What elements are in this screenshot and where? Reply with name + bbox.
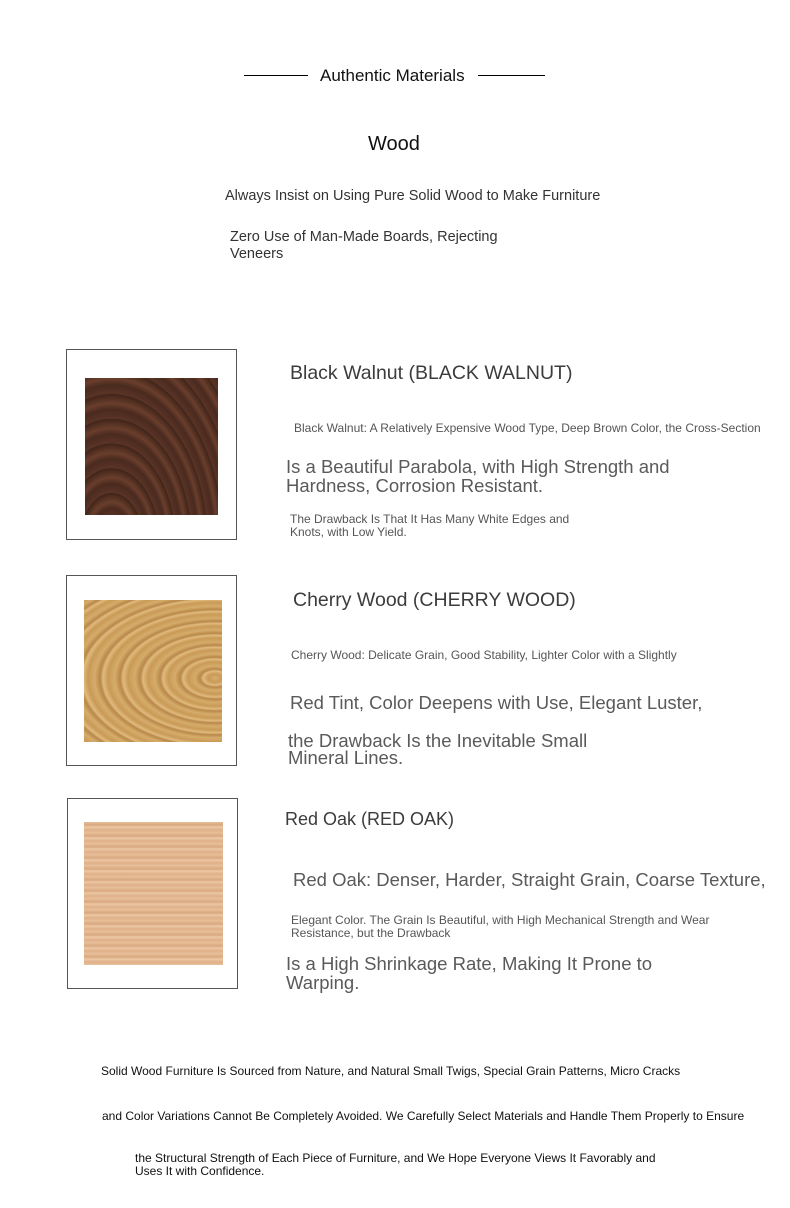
footer-line-2: and Color Variations Cannot Be Completely Avoided. We Carefully Select Materials and Handle Them Properly to Ensure [102, 1109, 745, 1123]
footer-line-1: Solid Wood Furniture Is Sourced from Nature, and Natural Small Twigs, Special Grain Patterns, Micro Cracks [101, 1064, 681, 1078]
walnut-name: Black Walnut (BLACK WALNUT) [290, 362, 573, 384]
oak-desc-1: Red Oak: Denser, Harder, Straight Grain, Coarse Texture, [293, 869, 766, 890]
walnut-desc-3: The Drawback Is That It Has Many White Edges and Knots, with Low Yield. [290, 512, 570, 539]
heading-divider-left [244, 75, 308, 76]
cherry-name: Cherry Wood (CHERRY WOOD) [293, 589, 576, 611]
heading-divider-right [478, 75, 545, 76]
page-title: Authentic Materials [320, 66, 465, 85]
oak-sample-image [84, 822, 223, 965]
cherry-desc-1: Cherry Wood: Delicate Grain, Good Stability, Lighter Color with a Slightly [291, 648, 677, 662]
wood-title: Wood [368, 133, 420, 155]
oak-sample-frame [67, 798, 238, 989]
wood-note: Zero Use of Man-Made Boards, Rejecting Veneers [230, 229, 498, 262]
cherry-sample-image [84, 600, 222, 742]
wood-subtitle: Always Insist on Using Pure Solid Wood to Make Furniture [225, 188, 601, 204]
cherry-sample-frame [66, 575, 237, 766]
footer-line-3: the Structural Strength of Each Piece of Furniture, and We Hope Everyone Views It Favorably and Uses It with Confidence. [135, 1151, 656, 1178]
cherry-desc-3: the Drawback Is the Inevitable Small Mineral Lines. [288, 730, 588, 768]
oak-desc-3: Is a High Shrinkage Rate, Making It Prone to Warping. [286, 953, 653, 993]
cherry-desc-2: Red Tint, Color Deepens with Use, Elegant Luster, [290, 692, 703, 713]
walnut-desc-2: Is a Beautiful Parabola, with High Strength and Hardness, Corrosion Resistant. [286, 456, 670, 496]
oak-desc-2: Elegant Color. The Grain Is Beautiful, with High Mechanical Strength and Wear Resistance, but the Drawback [291, 913, 710, 940]
walnut-sample-frame [66, 349, 237, 540]
oak-name: Red Oak (RED OAK) [285, 809, 455, 829]
walnut-desc-1: Black Walnut: A Relatively Expensive Wood Type, Deep Brown Color, the Cross-Section [294, 421, 761, 435]
section-heading [0, 64, 790, 90]
walnut-sample-image [85, 378, 218, 515]
